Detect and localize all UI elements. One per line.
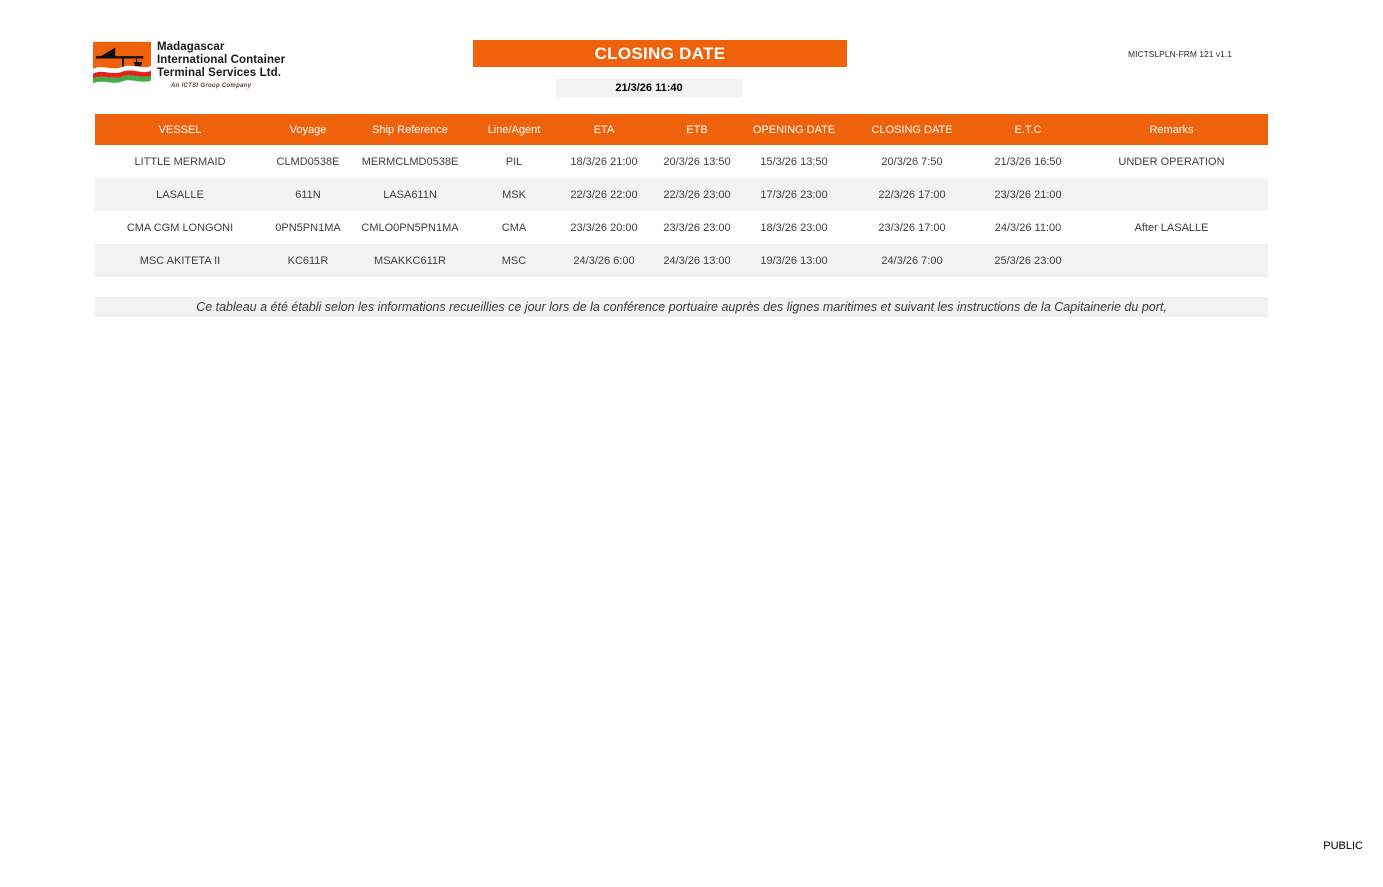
company-logo (93, 40, 285, 92)
column-header: VESSEL (95, 114, 265, 145)
company-name-line1: Madagascar (157, 41, 225, 53)
table-cell: LASALLE (156, 188, 204, 201)
column-header: CLOSING DATE (843, 114, 981, 145)
table-cell: CMLO0PN5PN1MA (361, 221, 459, 234)
table-cell: LASA611N (383, 188, 437, 201)
table-cell: 611N (295, 188, 321, 201)
table-row (95, 145, 1268, 178)
table-cell: MSK (502, 188, 526, 201)
table-cell: LITTLE MERMAID (134, 155, 226, 168)
table-header-row (95, 114, 1268, 145)
table-cell: UNDER OPERATION (1118, 155, 1225, 168)
table-cell: 20/3/26 13:50 (663, 155, 731, 168)
table-cell (1075, 244, 1268, 277)
table-cell: MSC AKITETA II (139, 254, 221, 267)
table-cell: 15/3/26 13:50 (760, 155, 828, 168)
table-cell: MSAKKC611R (374, 254, 446, 267)
column-header: Line/Agent (469, 114, 559, 145)
table-cell: 24/3/26 13:00 (663, 254, 731, 267)
container-crane-icon (93, 40, 151, 92)
table-cell: KC611R (287, 254, 329, 267)
column-header: OPENING DATE (745, 114, 843, 145)
column-header: Remarks (1075, 114, 1268, 145)
report-datetime: 21/3/26 11:40 (556, 79, 742, 97)
table-cell: 24/3/26 6:00 (573, 254, 635, 267)
company-name (157, 40, 285, 89)
table-cell: 22/3/26 17:00 (878, 188, 946, 201)
table-cell: CLMD0538E (276, 155, 340, 168)
column-header: Voyage (265, 114, 351, 145)
document-reference: MICTSLPLN-FRM 121 v1.1 (1128, 49, 1232, 59)
table-row (95, 244, 1268, 277)
table-cell: 18/3/26 23:00 (760, 221, 828, 234)
table-cell: 22/3/26 23:00 (663, 188, 731, 201)
port-conference-note: Ce tableau a été établi selon les informations recueillies ce jour lors de la conférence portuaire auprès des lignes maritimes et suivant les instructions de la Capitainerie du port, (95, 297, 1268, 317)
column-header: E.T.C (981, 114, 1075, 145)
table-cell: 23/3/26 21:00 (994, 188, 1062, 201)
column-header: Ship Reference (351, 114, 469, 145)
table-cell: 20/3/26 7:50 (881, 155, 943, 168)
table-cell: 23/3/26 23:00 (663, 221, 731, 234)
table-cell: 21/3/26 16:50 (994, 155, 1062, 168)
column-header: ETA (559, 114, 649, 145)
table-cell: 18/3/26 21:00 (570, 155, 638, 168)
table-cell: MSC (501, 254, 527, 267)
page-title: CLOSING DATE (473, 40, 847, 67)
table-row (95, 211, 1268, 244)
table-cell: 17/3/26 23:00 (760, 188, 828, 201)
vessel-schedule-table (95, 114, 1268, 277)
table-row (95, 178, 1268, 211)
company-name-line2: International Container (157, 54, 286, 66)
company-tagline: An ICTSI Group Company (171, 83, 252, 89)
table-cell: 23/3/26 20:00 (570, 221, 638, 234)
table-body (95, 145, 1268, 277)
table-cell: 24/3/26 7:00 (881, 254, 943, 267)
table-cell: 19/3/26 13:00 (760, 254, 828, 267)
company-name-line3: Terminal Services Ltd. (157, 67, 282, 79)
classification-label: PUBLIC (1323, 840, 1363, 852)
column-header: ETB (649, 114, 745, 145)
table-cell: MERMCLMD0538E (361, 155, 459, 168)
table-cell: 22/3/26 22:00 (570, 188, 638, 201)
table-cell (1075, 178, 1268, 211)
table-cell: 0PN5PN1MA (275, 221, 341, 234)
table-cell: 23/3/26 17:00 (878, 221, 946, 234)
table-cell: 24/3/26 11:00 (994, 221, 1062, 234)
table-cell: After LASALLE (1134, 221, 1209, 234)
table-cell: CMA CGM LONGONI (126, 221, 234, 234)
table-cell: PIL (505, 155, 523, 168)
table-cell: 25/3/26 23:00 (994, 254, 1062, 267)
table-cell: CMA (501, 221, 527, 234)
